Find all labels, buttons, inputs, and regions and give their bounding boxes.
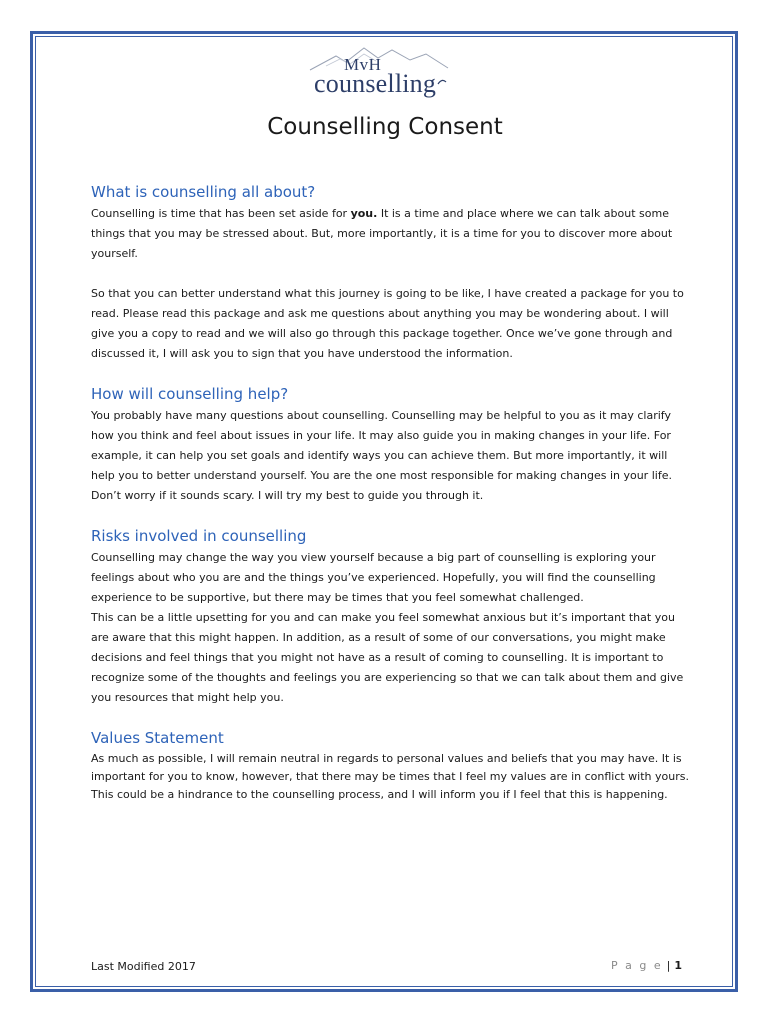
section-heading-what-is-counselling: What is counselling all about? xyxy=(91,183,316,201)
section-risks-paragraph-1: Counselling may change the way you view yourself because a big part of counselling is exploring your feelings about who you are and the things you’ve experienced. Hopefully, you will find the counselling experience to be supportive, but there may be times that you feel somewhat challenged. xyxy=(91,551,656,604)
paragraph-text: Counselling is time that has been set aside for xyxy=(91,207,351,220)
section-heading-values-statement: Values Statement xyxy=(91,729,224,747)
section-heading-how-will-counselling-help: How will counselling help? xyxy=(91,385,289,403)
paragraph-text: It is a time and place where we can talk about some things that you may be stressed about. But, more importantly, it is a time for you to discover more about yourself. xyxy=(91,207,673,260)
footer-page-label: P a g e xyxy=(611,959,663,972)
section-heading-risks: Risks involved in counselling xyxy=(91,527,307,545)
footer-page-number xyxy=(611,959,682,972)
section-risks-paragraph-2: This can be a little upsetting for you and can make you feel somewhat anxious but it’s important that you are aware that this might happen. In addition, as a result of some of our conversations, you might make decisions and feel things that you might not have as a result of coming to counselling. It is important to recognize some of the thoughts and feelings you are experiencing so that we can talk about them and give you resources that might help you. xyxy=(91,611,684,704)
mvh-counselling-logo xyxy=(306,42,458,102)
footer-separator: | xyxy=(666,959,671,972)
footer-last-modified: Last Modified 2017 xyxy=(91,960,196,973)
section-what-is-counselling-paragraph-1 xyxy=(91,204,691,264)
section-what-is-counselling-paragraph-2: So that you can better understand what this journey is going to be like, I have created a package for you to read. Please read this package and ask me questions about anything you may be wondering about. I will give you a copy to read and we will also go through this package together. Once we’ve gone through and discussed it, I will ask you to sign that you have understood the information. xyxy=(91,287,684,360)
section-how-will-counselling-help-paragraph: You probably have many questions about counselling. Counselling may be helpful to you as it may clarify how you think and feel about issues in your life. It may also guide you in making changes in your life. For example, it can help you set goals and identify ways you can achieve them. But more importantly, it will help you to better understand yourself. You are the one most responsible for making changes in your life. Don’t worry if it sounds scary. I will try my best to guide you through it. xyxy=(91,409,672,502)
document-body xyxy=(91,180,691,804)
logo-mvh-text: MvH xyxy=(344,55,382,74)
document-title: Counselling Consent xyxy=(267,114,503,140)
emphasis-text: you. xyxy=(350,207,378,220)
section-values-statement-paragraph: As much as possible, I will remain neutral in regards to personal values and beliefs that you may have. It is important for you to know, however, that there may be times that I feel my values are in conflict with yours. This could be a hindrance to the counselling process, and I will inform you if I feel that this is happening. xyxy=(91,752,689,801)
footer-page-number-value: 1 xyxy=(674,959,682,972)
logo-counselling-text: counselling xyxy=(314,69,437,98)
